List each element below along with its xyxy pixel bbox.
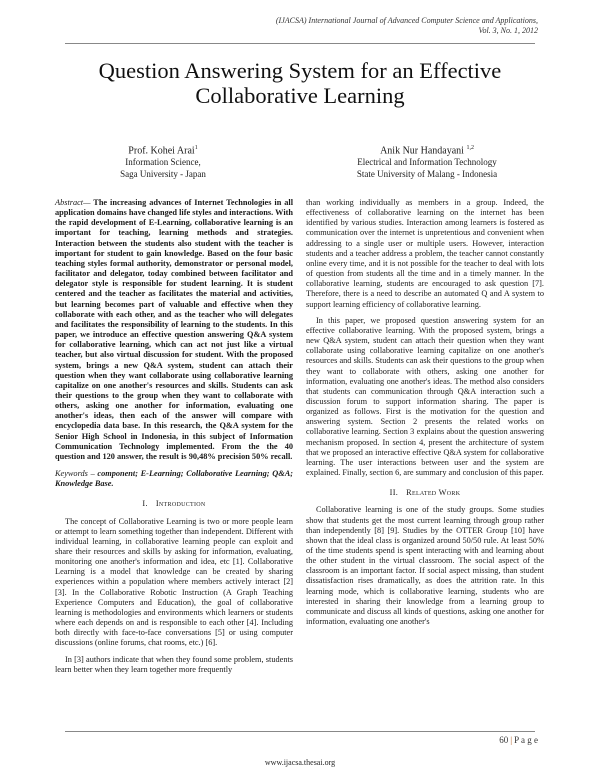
related-work-paragraph-1: Collaborative learning is one of the study groups. Some studies show that students get the most current learning through group rather than independently [8] [9]. Studies by the OTTER Group [10] have shown that the ideal class is organized around 50/50 rule. At least 50% of the time students spend is spent interacting with and learning about the other student in the virtual classroom. The social aspect of the classroom is an important factor. If social aspect missing, than student dissatisfaction rises dramatically, as does the attrition rate. In this learning mode, which is collaborative learning, students who are interested in sharing their knowledge from a learning group to communicate and discuss all kinds of questions, asking one another for information, evaluating one another's	[306, 505, 544, 627]
page-number	[499, 735, 538, 745]
header-rule	[65, 43, 535, 44]
intro-paragraph-1: The concept of Collaborative Learning is two or more people learn or attempt to learn something together than independent. Different with individual learning, in collaborative learning people can exploit and share their resources and skills by asking for information, evaluating, monitoring one another's information and idea, etc [1]. Collaborative Learning is a model that knowledge can be created by sharing experiences within a population where members actively interact [2] [3]. In the Collaborative Robotic Instruction (A Graph Teaching Experience Computers and Education), the goal of collaborative learning is methodologies and environments which learners or students where each depends on and is responsible to each other [4]. Including both directly with face-to-face conversations [5] or using computer discussions (online forums, chat rooms, etc.) [6].	[55, 516, 293, 648]
paper-title	[40, 58, 560, 108]
intro-paragraph-continued: than working individually as members in a group. Indeed, the effectiveness of collaborative learning on the internet has been identified by various studies. Interaction among learners is fostered as communication over the internet is unpretentious and convenient when addressing to a single user or multiple users. However, interaction students and a teacher address a problem, the teacher cannot constantly online every time, and it is not possible for the teacher to deal with lots of question from students all the time and in a timely manner. In the collaborative learning, students are encouraged to ask question [7]. Therefore, there is a need to describe an automated Q and A system to support learning efficiency of collaborative learning.	[306, 198, 544, 309]
author-block-1	[48, 142, 278, 180]
author-block-2	[312, 142, 542, 180]
title-line-1: Question Answering System for an Effective	[98, 58, 502, 83]
section-title-introduction: Introduction	[155, 499, 206, 509]
section-heading-introduction	[55, 499, 293, 509]
keywords	[55, 469, 293, 489]
page-separator: |	[510, 735, 513, 745]
journal-header	[138, 16, 538, 36]
section-heading-related-work	[306, 488, 544, 498]
abstract-label: Abstract—	[55, 198, 91, 207]
footer-url: www.ijacsa.thesai.org	[264, 758, 336, 767]
abstract	[55, 198, 293, 462]
author-affiliation-1b: Saga University - Japan	[120, 168, 206, 179]
author-name-2: Anik Nur Handayani $^{1,2}$	[380, 145, 474, 157]
left-column	[55, 198, 293, 675]
author-name-1: Prof. Kohei Arai$^1$	[128, 145, 198, 157]
title-line-2: Collaborative Learning	[195, 83, 405, 108]
author-affiliation-2b: State University of Malang - Indonesia	[356, 168, 498, 179]
author-sup-2: 1,2	[466, 145, 474, 151]
right-column	[306, 198, 544, 627]
section-title-related-work: Related Work	[406, 488, 461, 498]
page-number-value: 60	[499, 735, 509, 745]
keywords-label: Keywords –	[55, 469, 98, 479]
keywords-text: component; E-Learning; Collaborative Learning; Q&A; Knowledge Base.	[55, 469, 293, 489]
journal-name: (IJACSA) International Journal of Advanced Computer Science and Applications,	[275, 16, 538, 25]
intro-paragraph-2: In [3] authors indicate that when they found some problem, students learn better when they learn together more frequently	[55, 654, 293, 674]
author-affiliation-1a: Information Science,	[125, 157, 201, 168]
journal-volume: Vol. 3, No. 1, 2012	[478, 26, 538, 35]
footer-rule	[65, 731, 535, 732]
section-number-related-work: II.	[389, 488, 399, 498]
intro-paragraph-3: In this paper, we proposed question answering system for an effective collaborative learning. With the proposed system, brings a new Q&A system, student can attach their question when they want collaborate using collaborative learning capitalize on one another's resources and skills. Students can ask their questions to the group when they want to collaborate with others, asking one another for information, evaluating one another's ideas. The method also considers that students can communication through Q&A interaction such a discussion forum to support information sharing. The paper is organized as follows. First is the motivation for the question and answering system. Section 2 presents the related works on collaborative learning. Section 3 explains about the question answering mechanism proposed. In section 4, present the architecture of system that we proposed an interactive effective Q&A system for collaborative learning. The user interactions between user and the system are explained. Finally, section 6, are summary and conclusion of this paper.	[306, 315, 544, 478]
author-sup-1: 1	[194, 145, 198, 151]
page-label: P a g e	[514, 735, 538, 745]
abstract-text: The increasing advances of Internet Technologies in all application domains have changed life styles and interactions. With the rapid development of E-Learning, collaborative learning is an important for teaching, learning methods and strategies. Interaction between the students also student with the teacher is important for student to gain knowledge. Based on the four basic teaching styles formal authority, demonstrator or personal model, facilitator and delegator, today combined between facilitator and delegator style is responsible for student learning. It is student centered and the teacher as facilitates the material and activities, but learning becomes part of valuable and effective when they collaborate with each other, and as the teacher who will delegates and facilitates the responsibility of learning to the students. In this paper, we introduce an effective question answering Q&A system for collaborative learning, which can act not just like a virtual teacher, but also virtual discussion for student. With the proposed system, brings a new Q&A system, student can attach their question when they want collaborate using collaborative learning capitalize on one another's resources and skills. Students can ask their questions to the group when they want to collaborate with others, asking one another for information, evaluating one another's ideas, then each of the answer will compare with encyclopedia data base. In this research, the Q&A system for the Senior High School in Indonesia, in this subject of Information Communication Technology implemented. From the the 40 question and 120 answer, the result is 90,48% precision 50% recall.	[55, 198, 293, 461]
section-number-introduction: I.	[142, 499, 148, 509]
author-affiliation-2a: Electrical and Information Technology	[357, 157, 497, 168]
